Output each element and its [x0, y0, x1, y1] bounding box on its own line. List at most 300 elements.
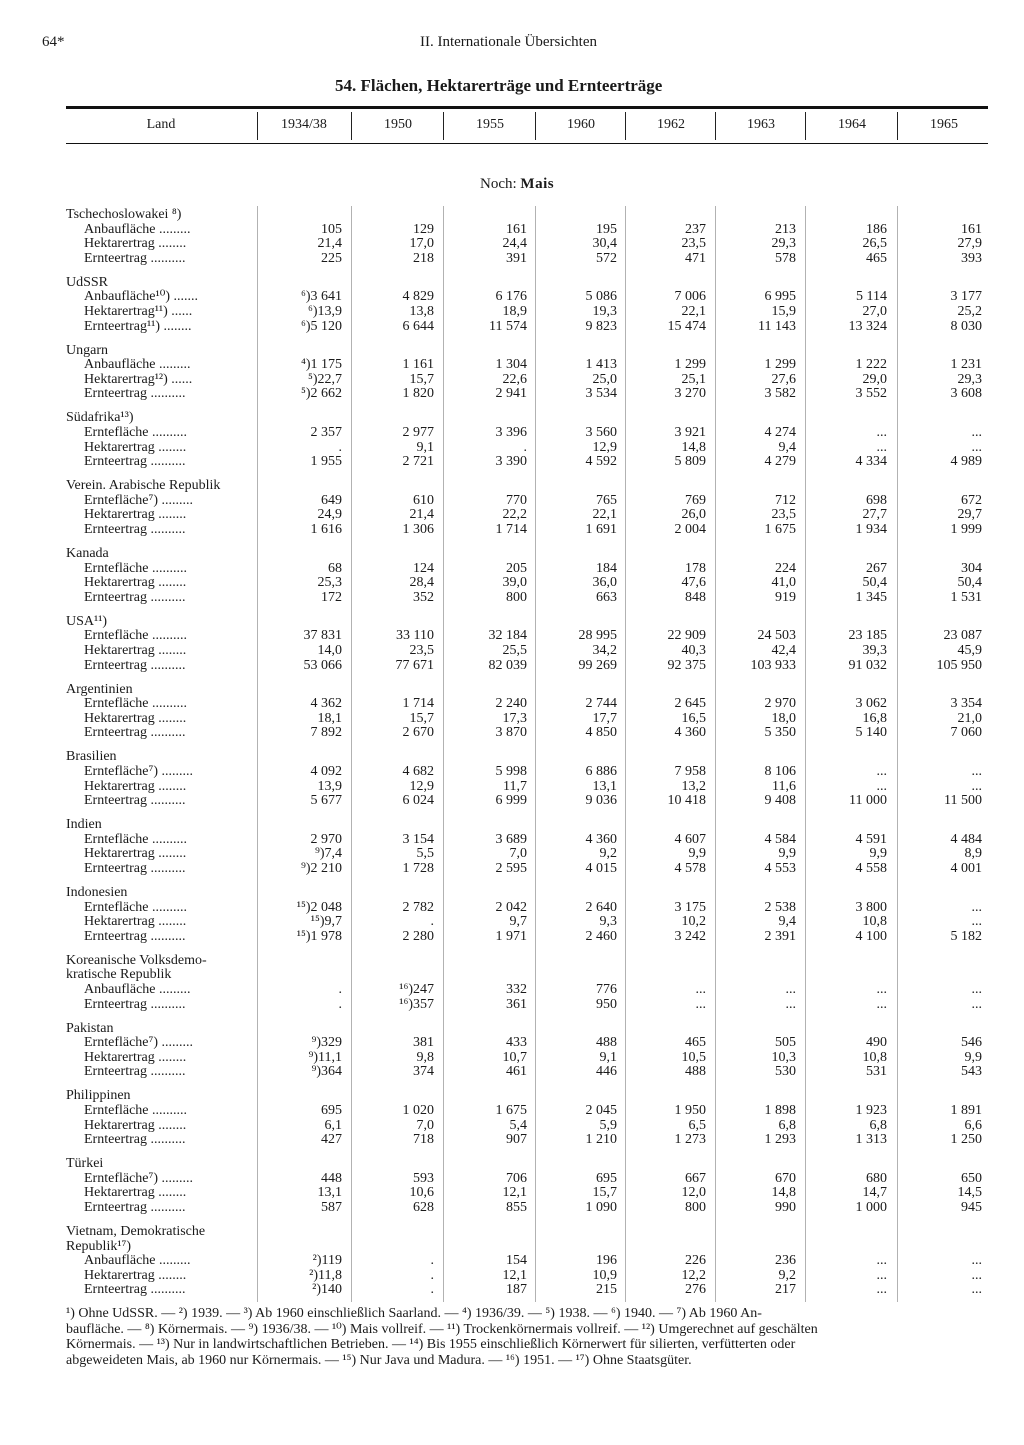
metric-label: Erntefläche⁷) ......... — [84, 493, 194, 508]
column-header-1963: 1963 — [747, 117, 775, 132]
table-cell: 27,6 — [771, 372, 796, 387]
table-cell: 187 — [506, 1282, 527, 1297]
table-cell: 12,9 — [409, 779, 434, 794]
table-cell: ... — [695, 997, 706, 1012]
table-cell: 172 — [321, 590, 342, 605]
table-cell: 2 280 — [402, 929, 434, 944]
table-cell: 236 — [775, 1253, 796, 1268]
country-name: Republik¹⁷) — [66, 1239, 132, 1254]
table-cell: 99 269 — [578, 658, 617, 673]
country-name: Verein. Arabische Republik — [66, 478, 221, 493]
table-cell: 11 000 — [849, 793, 887, 808]
table-cell: 4 362 — [310, 696, 342, 711]
table-cell: 1 304 — [495, 357, 527, 372]
table-cell: ... — [971, 1282, 982, 1297]
table-cell: ... — [971, 900, 982, 915]
table-cell: 9,2 — [599, 846, 617, 861]
table-cell: 3 390 — [495, 454, 527, 469]
table-cell: 13,9 — [317, 779, 342, 794]
table-cell: 1 299 — [764, 357, 796, 372]
table-cell: 304 — [961, 561, 982, 576]
table-cell: ... — [971, 440, 982, 455]
table-cell: . — [338, 982, 342, 997]
table-cell: 8 030 — [950, 319, 982, 334]
table-cell: ... — [971, 1268, 982, 1283]
table-cell: 427 — [321, 1132, 342, 1147]
table-cell: 6 644 — [402, 319, 434, 334]
table-cell: 770 — [506, 493, 527, 508]
table-cell: 9,9 — [869, 846, 887, 861]
table-cell: 1 728 — [402, 861, 434, 876]
table-title: 54. Flächen, Hektarerträge und Ernteerträge — [335, 76, 663, 95]
metric-label: Ernteertrag .......... — [84, 1200, 186, 1215]
metric-label: Ernteertrag¹¹) ........ — [84, 319, 192, 334]
table-cell: 91 032 — [848, 658, 887, 673]
table-cell: 29,3 — [957, 372, 982, 387]
table-cell: 41,0 — [771, 575, 796, 590]
column-header-1960: 1960 — [567, 117, 595, 132]
table-cell: 24,9 — [317, 507, 342, 522]
metric-label: Erntefläche .......... — [84, 1103, 188, 1118]
table-cell: 6,8 — [778, 1118, 796, 1133]
country-name: Tschechoslowakei ⁸) — [66, 207, 182, 222]
table-cell: 718 — [413, 1132, 434, 1147]
table-cell: 2 970 — [310, 832, 342, 847]
table-cell: 546 — [961, 1035, 982, 1050]
table-cell: 27,9 — [957, 236, 982, 251]
table-cell: ⁹)2 210 — [300, 861, 342, 876]
metric-label: Anbaufläche ......... — [84, 1253, 191, 1268]
table-cell: 10,3 — [771, 1050, 796, 1065]
table-cell: 381 — [413, 1035, 434, 1050]
table-cell: 9 408 — [764, 793, 796, 808]
table-cell: 1 293 — [764, 1132, 796, 1147]
table-cell: ... — [876, 425, 887, 440]
table-cell: 22,1 — [681, 304, 706, 319]
table-cell: 2 357 — [310, 425, 342, 440]
table-cell: ... — [876, 779, 887, 794]
country-name: Indien — [66, 817, 102, 832]
table-cell: 2 640 — [585, 900, 617, 915]
table-cell: 4 274 — [764, 425, 796, 440]
table-cell: 8,9 — [964, 846, 982, 861]
table-cell: 12,0 — [681, 1185, 706, 1200]
table-cell: 178 — [685, 561, 706, 576]
metric-label: Hektarertrag ........ — [84, 779, 187, 794]
metric-label: Ernteertrag .......... — [84, 725, 186, 740]
table-cell: ... — [785, 982, 796, 997]
table-cell: 4 578 — [674, 861, 706, 876]
table-cell: 12,1 — [502, 1268, 527, 1283]
table-cell: 10,9 — [592, 1268, 617, 1283]
table-cell: 393 — [961, 251, 982, 266]
table-cell: 593 — [413, 1171, 434, 1186]
table-cell: 4 001 — [950, 861, 982, 876]
table-cell: 13,1 — [592, 779, 617, 794]
table-cell: 1 898 — [764, 1103, 796, 1118]
table-cell: 2 670 — [402, 725, 434, 740]
table-cell: 37 831 — [303, 628, 342, 643]
table-cell: 4 850 — [585, 725, 617, 740]
table-cell: 4 558 — [855, 861, 887, 876]
table-cell: 9,3 — [599, 914, 617, 929]
table-cell: 765 — [596, 493, 617, 508]
table-cell: 15,7 — [409, 372, 434, 387]
column-divider — [351, 206, 352, 1302]
table-cell: 9,4 — [778, 914, 796, 929]
table-cell: 3 354 — [950, 696, 982, 711]
table-cell: 945 — [961, 1200, 982, 1215]
table-cell: 4 334 — [855, 454, 887, 469]
table-cell: . — [430, 914, 434, 929]
table-cell: 11 143 — [758, 319, 796, 334]
table-cell: 23 185 — [848, 628, 887, 643]
table-cell: 13,1 — [317, 1185, 342, 1200]
metric-label: Hektarertrag ........ — [84, 507, 187, 522]
table-cell: ⁹)329 — [311, 1035, 342, 1050]
table-cell: . — [338, 997, 342, 1012]
metric-label: Erntefläche .......... — [84, 696, 188, 711]
table-cell: 9 823 — [585, 319, 617, 334]
table-cell: 47,6 — [681, 575, 706, 590]
table-cell: 2 645 — [674, 696, 706, 711]
table-cell: 1 161 — [402, 357, 434, 372]
table-cell: 21,0 — [957, 711, 982, 726]
table-cell: 471 — [685, 251, 706, 266]
table-cell: 848 — [685, 590, 706, 605]
table-cell: 3 270 — [674, 386, 706, 401]
table-cell: 667 — [685, 1171, 706, 1186]
table-cell: ... — [971, 997, 982, 1012]
table-cell: 18,9 — [502, 304, 527, 319]
table-cell: 45,9 — [957, 643, 982, 658]
table-cell: 5,9 — [599, 1118, 617, 1133]
table-cell: 5 182 — [950, 929, 982, 944]
table-cell: 800 — [506, 590, 527, 605]
table-cell: 628 — [413, 1200, 434, 1215]
table-cell: 695 — [596, 1171, 617, 1186]
table-cell: 23 087 — [943, 628, 982, 643]
table-cell: 663 — [596, 590, 617, 605]
footnote-line: ¹) Ohne UdSSR. — ²) 1939. — ³) Ab 1960 einschließlich Saarland. — ⁴) 1936/39. — ⁵) 1938. — ⁶) 1940. — ⁷) Ab 1960 An- — [66, 1306, 762, 1321]
column-divider — [897, 206, 898, 1302]
table-cell: 6 886 — [585, 764, 617, 779]
table-cell: 1 675 — [495, 1103, 527, 1118]
column-divider — [715, 206, 716, 1302]
table-cell: 1 531 — [950, 590, 982, 605]
table-cell: ⁹)7,4 — [314, 846, 342, 861]
table-cell: 4 553 — [764, 861, 796, 876]
table-cell: 3 800 — [855, 900, 887, 915]
table-cell: 950 — [596, 997, 617, 1012]
metric-label: Hektarertrag ........ — [84, 575, 187, 590]
metric-label: Ernteertrag .......... — [84, 1064, 186, 1079]
table-cell: 22,2 — [502, 507, 527, 522]
table-cell: ¹⁵)1 978 — [296, 929, 342, 944]
table-cell: 907 — [506, 1132, 527, 1147]
table-cell: 40,3 — [681, 643, 706, 658]
table-cell: ⁹)11,1 — [308, 1050, 342, 1065]
table-cell: 25,1 — [681, 372, 706, 387]
table-cell: 213 — [775, 222, 796, 237]
table-cell: 13,8 — [409, 304, 434, 319]
table-cell: 672 — [961, 493, 982, 508]
table-cell: 695 — [321, 1103, 342, 1118]
metric-label: Erntefläche⁷) ......... — [84, 764, 194, 779]
table-cell: 10,8 — [862, 914, 887, 929]
table-cell: 465 — [685, 1035, 706, 1050]
country-name: Koreanische Volksdemo- — [66, 953, 207, 968]
country-name: USA¹¹) — [66, 614, 108, 629]
table-cell: 16,5 — [681, 711, 706, 726]
table-cell: 11 500 — [944, 793, 982, 808]
table-cell: ¹⁵)9,7 — [310, 914, 342, 929]
table-cell: 919 — [775, 590, 796, 605]
table-cell: 33 110 — [396, 628, 434, 643]
table-cell: ⁴)1 175 — [300, 357, 342, 372]
table-cell: 7,0 — [416, 1118, 434, 1133]
metric-label: Erntefläche .......... — [84, 832, 188, 847]
table-cell: ... — [876, 982, 887, 997]
table-cell: ²)11,8 — [309, 1268, 342, 1283]
table-cell: . — [338, 440, 342, 455]
table-cell: 2 538 — [764, 900, 796, 915]
table-cell: 23,5 — [681, 236, 706, 251]
table-cell: 2 782 — [402, 900, 434, 915]
table-cell: 1 891 — [950, 1103, 982, 1118]
column-header-1955: 1955 — [476, 117, 504, 132]
country-name: Philippinen — [66, 1088, 131, 1103]
table-cell: 6,8 — [869, 1118, 887, 1133]
metric-label: Hektarertrag ........ — [84, 1185, 187, 1200]
table-cell: ²)140 — [312, 1282, 342, 1297]
table-cell: 105 950 — [936, 658, 982, 673]
table-cell: 610 — [413, 493, 434, 508]
table-cell: ⁶)5 120 — [300, 319, 342, 334]
table-cell: 2 977 — [402, 425, 434, 440]
table-cell: 25,0 — [592, 372, 617, 387]
table-cell: 4 279 — [764, 454, 796, 469]
table-cell: 1 299 — [674, 357, 706, 372]
table-cell: 4 584 — [764, 832, 796, 847]
country-name: Brasilien — [66, 749, 117, 764]
table-cell: 1 090 — [585, 1200, 617, 1215]
metric-label: Ernteertrag .......... — [84, 251, 186, 266]
table-cell: 53 066 — [303, 658, 342, 673]
metric-label: Hektarertrag ........ — [84, 236, 187, 251]
subheading-prefix: Noch: — [480, 176, 517, 192]
metric-label: Hektarertrag ........ — [84, 440, 187, 455]
table-cell: ... — [876, 764, 887, 779]
table-cell: 374 — [413, 1064, 434, 1079]
table-cell: ... — [876, 1268, 887, 1283]
table-cell: 531 — [866, 1064, 887, 1079]
table-cell: 391 — [506, 251, 527, 266]
table-cell: 3 062 — [855, 696, 887, 711]
metric-label: Erntefläche⁷) ......... — [84, 1035, 194, 1050]
column-header-1934-38: 1934/38 — [281, 117, 327, 132]
table-cell: 5 809 — [674, 454, 706, 469]
table-cell: 505 — [775, 1035, 796, 1050]
table-cell: 2 941 — [495, 386, 527, 401]
table-cell: 28,4 — [409, 575, 434, 590]
table-cell: 3 154 — [402, 832, 434, 847]
table-cell: 490 — [866, 1035, 887, 1050]
column-header-1950: 1950 — [384, 117, 412, 132]
table-cell: 2 391 — [764, 929, 796, 944]
table-cell: 9,9 — [964, 1050, 982, 1065]
table-cell: 7 958 — [674, 764, 706, 779]
table-cell: 129 — [413, 222, 434, 237]
table-cell: ⁵)2 662 — [300, 386, 342, 401]
table-cell: 465 — [866, 251, 887, 266]
country-name: Kanada — [66, 546, 109, 561]
table-cell: 3 608 — [950, 386, 982, 401]
table-cell: 578 — [775, 251, 796, 266]
table-cell: 10,7 — [502, 1050, 527, 1065]
table-cell: 4 484 — [950, 832, 982, 847]
column-header-1965: 1965 — [930, 117, 958, 132]
table-cell: 3 560 — [585, 425, 617, 440]
table-cell: 11 574 — [489, 319, 527, 334]
table-cell: 196 — [596, 1253, 617, 1268]
table-cell: 1 675 — [764, 522, 796, 537]
footnote-line: abgeweideten Mais, ab 1960 nur Körnermais. — ¹⁵) Nur Java und Madura. — ¹⁶) 1951. — ¹⁷) Ohne Staatsgüter. — [66, 1352, 692, 1368]
table-cell: 6,6 — [964, 1118, 982, 1133]
table-cell: 14,8 — [681, 440, 706, 455]
table-cell: 184 — [596, 561, 617, 576]
table-cell: 16,8 — [862, 711, 887, 726]
column-divider — [257, 206, 258, 1302]
column-header-land: Land — [146, 117, 176, 132]
table-cell: 3 242 — [674, 929, 706, 944]
table-cell: 800 — [685, 1200, 706, 1215]
metric-label: Ernteertrag .......... — [84, 793, 186, 808]
table-cell: 6 024 — [402, 793, 434, 808]
table-cell: 276 — [685, 1282, 706, 1297]
table-cell: . — [430, 1253, 434, 1268]
metric-label: Hektarertrag ........ — [84, 914, 187, 929]
table-cell: 9,7 — [509, 914, 527, 929]
table-cell: 1 999 — [950, 522, 982, 537]
table-cell: 1 250 — [950, 1132, 982, 1147]
country-name: Argentinien — [66, 682, 133, 697]
metric-label: Ernteertrag .......... — [84, 929, 186, 944]
table-cell: ¹⁶)247 — [399, 982, 434, 997]
table-cell: 105 — [321, 222, 342, 237]
table-cell: 3 689 — [495, 832, 527, 847]
table-cell: 990 — [775, 1200, 796, 1215]
table-cell: 26,5 — [862, 236, 887, 251]
table-cell: 7 892 — [310, 725, 342, 740]
table-cell: 29,3 — [771, 236, 796, 251]
table-cell: 2 721 — [402, 454, 434, 469]
table-cell: 6,5 — [688, 1118, 706, 1133]
table-cell: 50,4 — [862, 575, 887, 590]
footnote-line: Körnermais. — ¹³) Nur in landwirtschaftlichen Betrieben. — ¹⁴) Bis 1955 einschließlich Körnerwert für silierten, verfütterten oder — [66, 1337, 796, 1352]
country-name: UdSSR — [66, 275, 109, 290]
table-cell: 6 995 — [764, 289, 796, 304]
table-cell: 543 — [961, 1064, 982, 1079]
table-cell: 22,1 — [592, 507, 617, 522]
column-divider — [443, 206, 444, 1302]
table-cell: ... — [876, 1253, 887, 1268]
table-cell: 5 086 — [585, 289, 617, 304]
table-cell: 22 909 — [667, 628, 706, 643]
table-cell: ... — [695, 982, 706, 997]
table-cell: 34,2 — [592, 643, 617, 658]
table-cell: ... — [876, 1282, 887, 1297]
table-cell: 18,1 — [317, 711, 342, 726]
table-cell: 3 175 — [674, 900, 706, 915]
table-cell: 587 — [321, 1200, 342, 1215]
table-cell: 27,0 — [862, 304, 887, 319]
table-cell: 92 375 — [667, 658, 706, 673]
table-cell: 2 004 — [674, 522, 706, 537]
country-name: Indonesien — [66, 885, 128, 900]
table-cell: 2 744 — [585, 696, 617, 711]
table-cell: 28 995 — [578, 628, 617, 643]
table-cell: ... — [971, 425, 982, 440]
table-cell: 1 820 — [402, 386, 434, 401]
table-cell: 15,7 — [592, 1185, 617, 1200]
table-cell: 1 934 — [855, 522, 887, 537]
table-cell: 13,2 — [681, 779, 706, 794]
subheading-crop: Mais — [520, 176, 555, 192]
table-cell: 1 955 — [310, 454, 342, 469]
table-cell: 2 460 — [585, 929, 617, 944]
metric-label: Ernteertrag .......... — [84, 590, 186, 605]
metric-label: Ernteertrag .......... — [84, 522, 186, 537]
table-cell: 82 039 — [488, 658, 527, 673]
table-cell: 9,9 — [778, 846, 796, 861]
table-cell: ⁶)13,9 — [307, 304, 342, 319]
table-cell: 855 — [506, 1200, 527, 1215]
table-cell: 1 273 — [674, 1132, 706, 1147]
page-number: 64* — [42, 34, 65, 50]
table-cell: 18,0 — [771, 711, 796, 726]
table-cell: 352 — [413, 590, 434, 605]
table-cell: 712 — [775, 493, 796, 508]
table-cell: 77 671 — [395, 658, 434, 673]
table-cell: 21,4 — [317, 236, 342, 251]
table-cell: 30,4 — [592, 236, 617, 251]
metric-label: Ernteertrag .......... — [84, 1282, 186, 1297]
table-cell: 14,7 — [862, 1185, 887, 1200]
table-cell: 6 999 — [495, 793, 527, 808]
table-cell: 3 870 — [495, 725, 527, 740]
table-cell: 11,7 — [503, 779, 527, 794]
column-header-1964: 1964 — [838, 117, 866, 132]
footnotes — [66, 1306, 988, 1368]
table-cell: 205 — [506, 561, 527, 576]
table-cell: 433 — [506, 1035, 527, 1050]
table-cell: 9,8 — [416, 1050, 434, 1065]
metric-label: Hektarertrag ........ — [84, 711, 187, 726]
table-cell: ²)119 — [312, 1253, 342, 1268]
table-cell: 650 — [961, 1171, 982, 1186]
table-cell: 12,2 — [681, 1268, 706, 1283]
table-cell: 224 — [775, 561, 796, 576]
table-cell: 361 — [506, 997, 527, 1012]
table-cell: 10,6 — [409, 1185, 434, 1200]
table-cell: 9 036 — [585, 793, 617, 808]
table-cell: 3 177 — [950, 289, 982, 304]
table-cell: ... — [971, 779, 982, 794]
table-cell: 9,2 — [778, 1268, 796, 1283]
table-cell: 4 607 — [674, 832, 706, 847]
metric-label: Hektarertrag¹²) ...... — [84, 372, 193, 387]
